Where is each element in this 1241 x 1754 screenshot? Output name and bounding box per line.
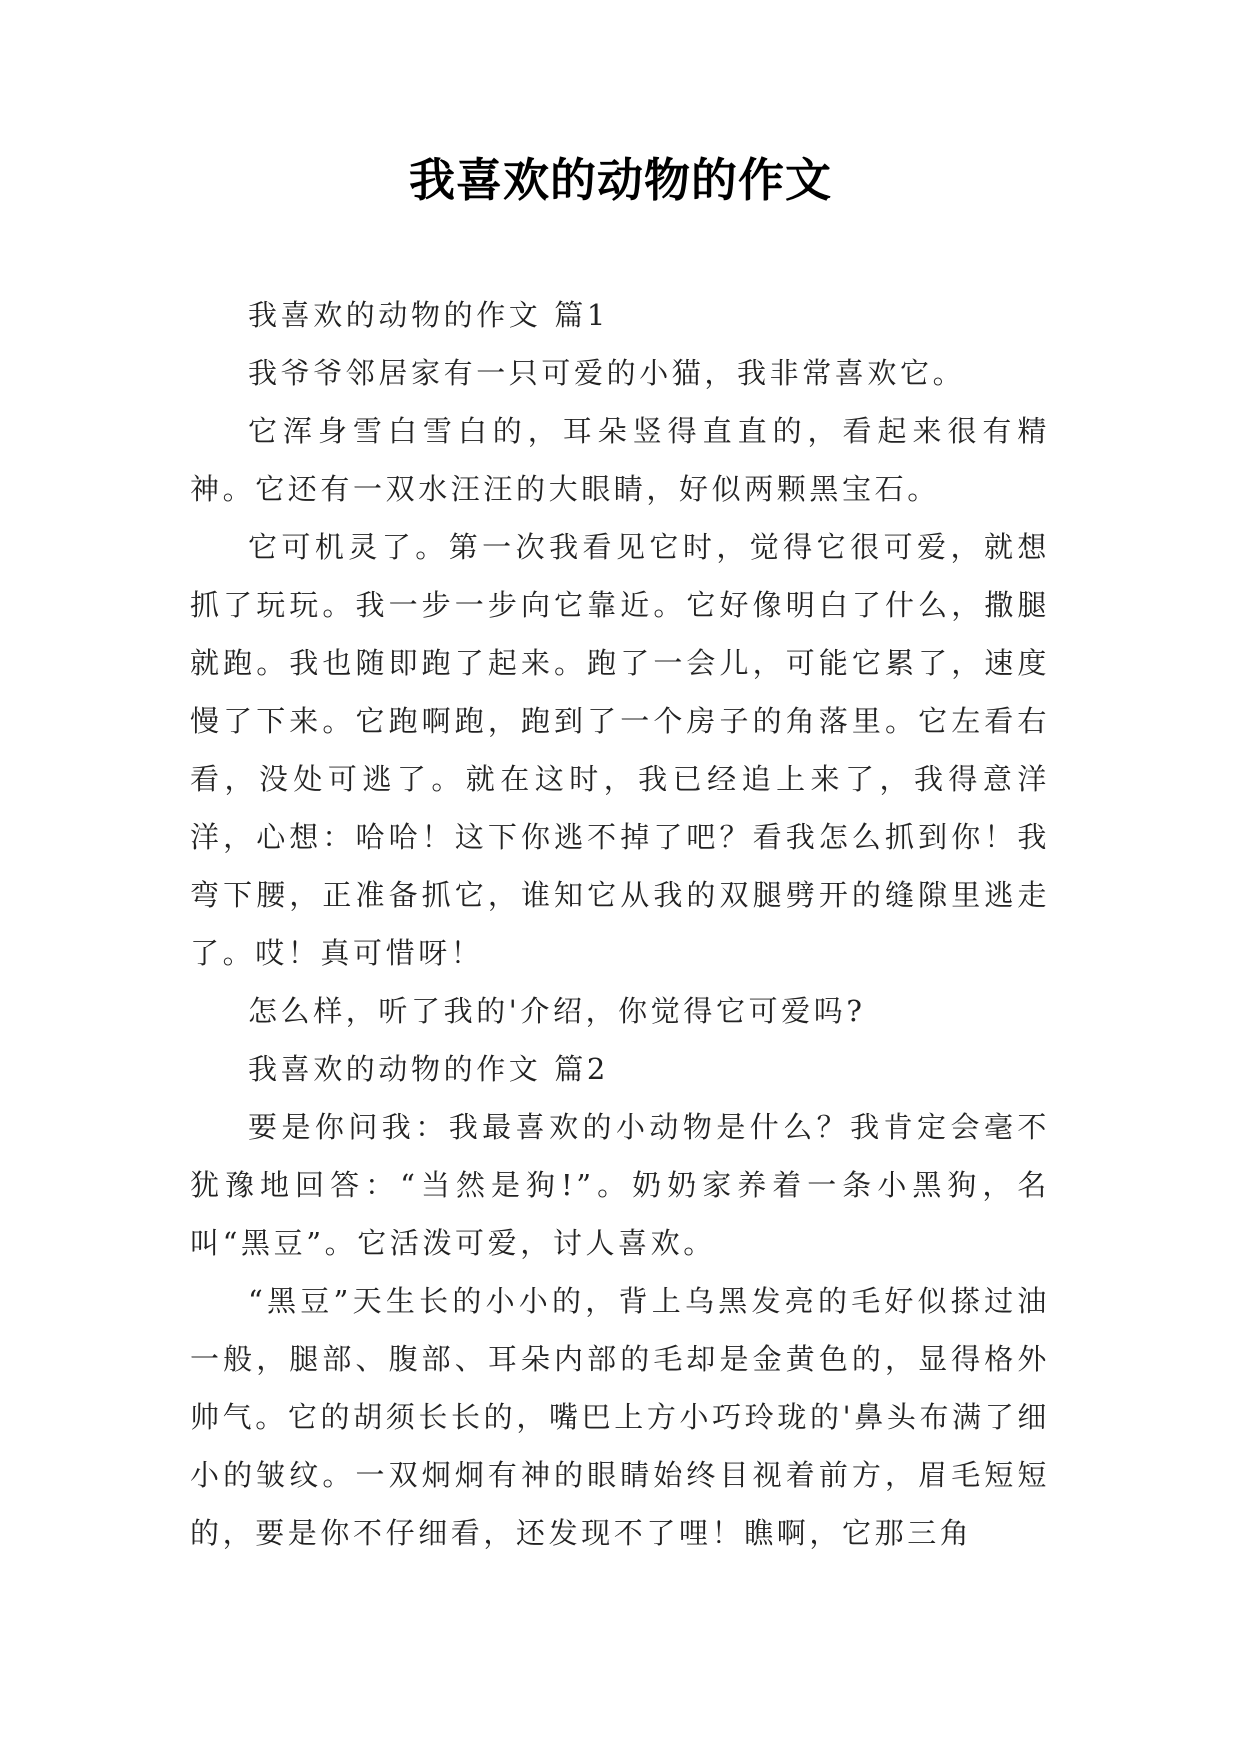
- paragraph: 怎么样，听了我的'介绍，你觉得它可爱吗?: [248, 994, 866, 1028]
- paragraph: 它浑身雪白雪白的，耳朵竖得直直的，看起来很有精神。它还有一双水汪汪的大眼睛，好似两颗黑宝石。: [190, 414, 1050, 506]
- document-body: [190, 286, 1050, 1562]
- section-heading-1: 我喜欢的动物的作文 篇1: [248, 298, 609, 332]
- paragraph: 我爷爷邻居家有一只可爱的小猫，我非常喜欢它。: [248, 356, 966, 390]
- document-title: 我喜欢的动物的作文: [409, 153, 832, 207]
- paragraph: 它可机灵了。第一次我看见它时，觉得它很可爱，就想抓了玩玩。我一步一步向它靠近。它好像明白了什么，撒腿就跑。我也随即跑了起来。跑了一会儿，可能它累了，速度慢了下来。它跑啊跑，跑到了一个房子的角落里。它左看右看，没处可逃了。就在这时，我已经追上来了，我得意洋洋，心想：哈哈！这下你逃不掉了吧？看我怎么抓到你！我弯下腰，正准备抓它，谁知它从我的双腿劈开的缝隙里逃走了。哎！真可惜呀！: [190, 530, 1050, 970]
- paragraph: “黑豆”天生长的小小的，背上乌黑发亮的毛好似搽过油一般，腿部、腹部、耳朵内部的毛却是金黄色的，显得格外帅气。它的胡须长长的，嘴巴上方小巧玲珑的'鼻头布满了细小的皱纹。一双炯炯有神的眼睛始终目视着前方，眉毛短短的，要是你不仔细看，还发现不了哩！瞧啊，它那三角: [190, 1284, 1050, 1550]
- paragraph: 要是你问我：我最喜欢的小动物是什么？我肯定会毫不犹豫地回答：“当然是狗!”。奶奶家养着一条小黑狗，名叫“黑豆”。它活泼可爱，讨人喜欢。: [190, 1110, 1050, 1260]
- section-heading-2: 我喜欢的动物的作文 篇2: [248, 1052, 609, 1086]
